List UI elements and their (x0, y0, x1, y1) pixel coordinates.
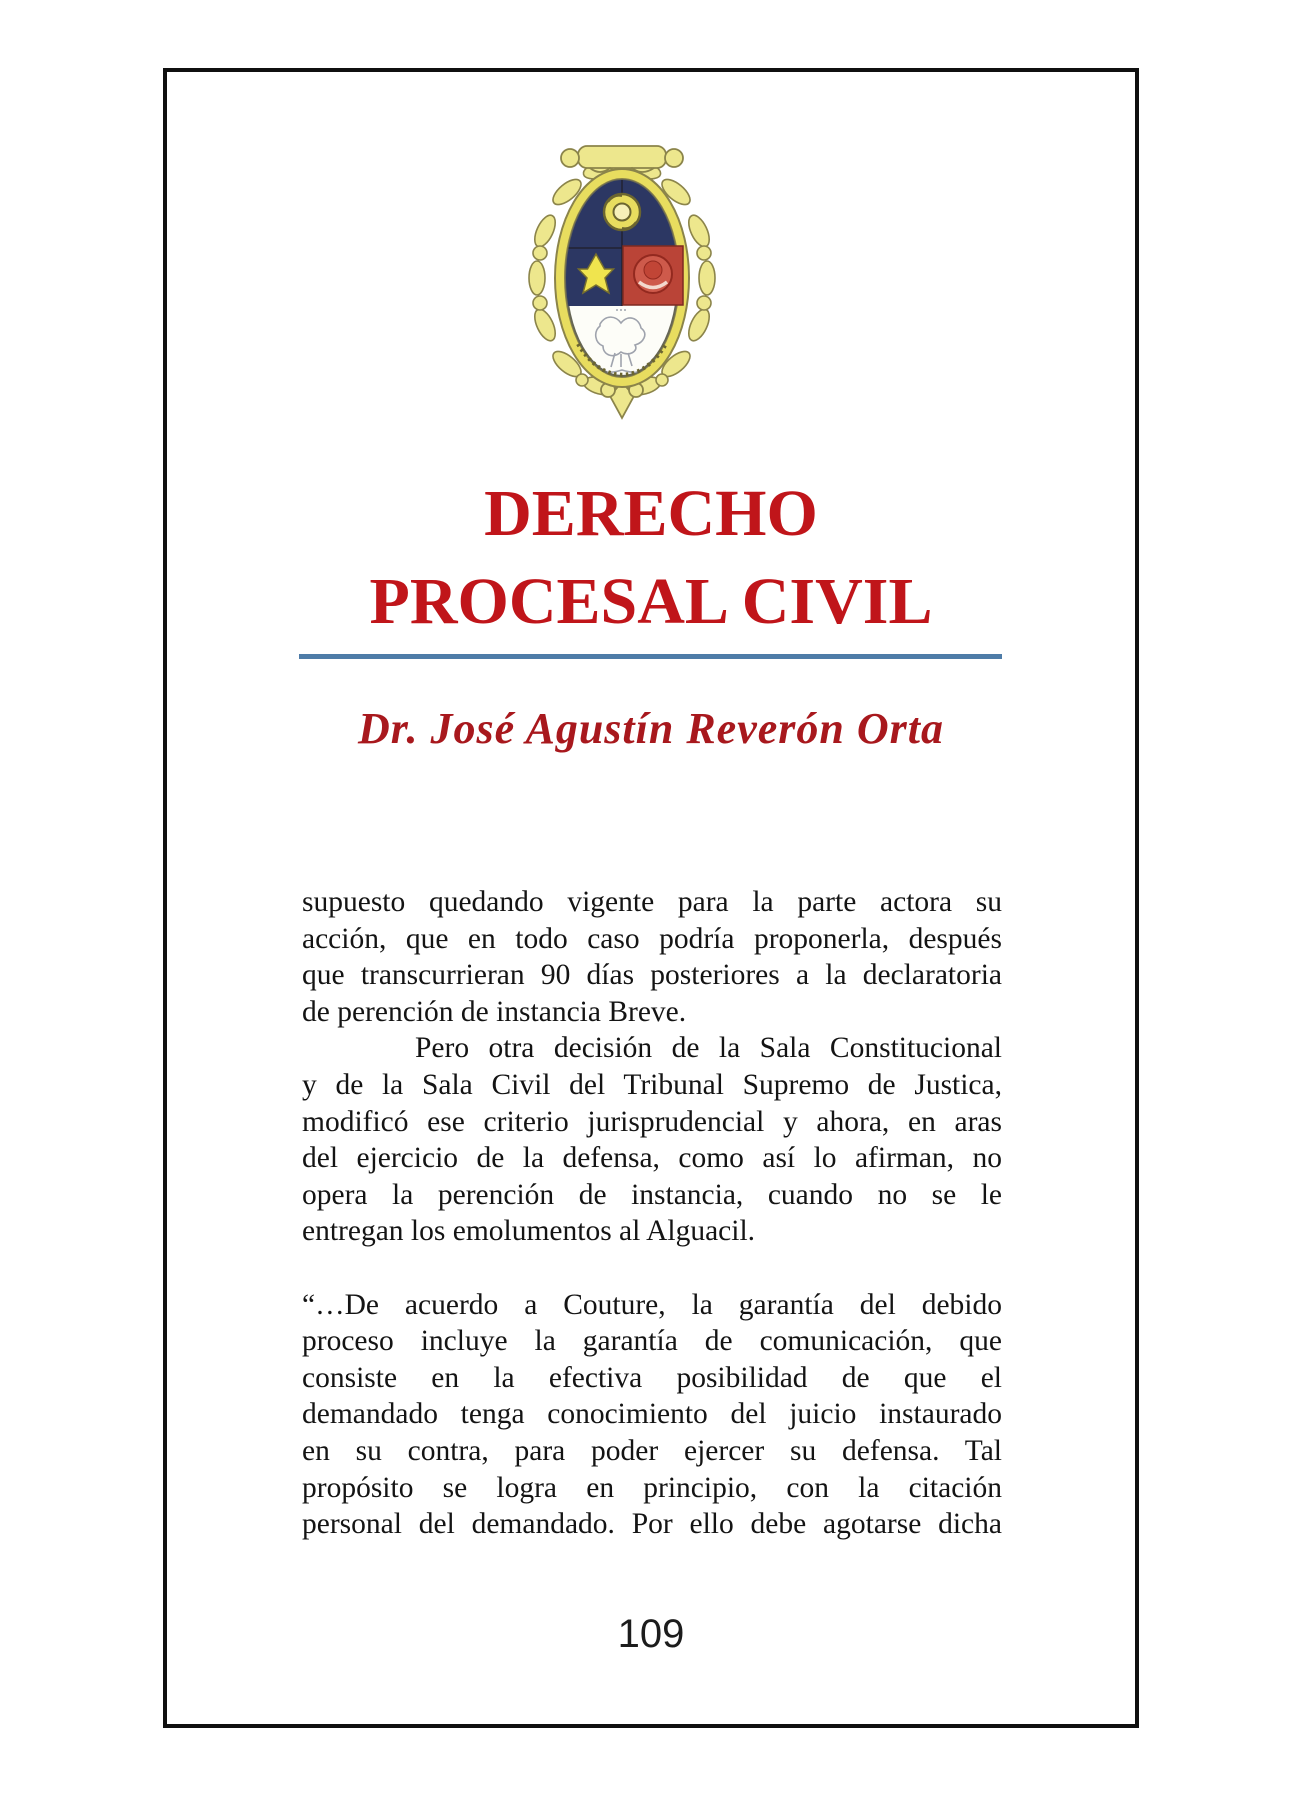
body-text-line: y de la Sala Civil del Tribunal Supremo de Justica, (302, 1068, 1002, 1101)
body-text-line: consiste en la efectiva posibilidad de que el (302, 1361, 1002, 1394)
body-text-line: propósito se logra en principio, con la citación (302, 1471, 1002, 1504)
coat-of-arms-icon (520, 138, 724, 422)
book-title-line2: PROCESAL CIVIL (369, 565, 933, 638)
body-text-line: en su contra, para poder ejercer su defensa. Tal (302, 1434, 1002, 1467)
body-text-line: “…De acuerdo a Couture, la garantía del debido (302, 1288, 1002, 1321)
body-text-line: demandado tenga conocimiento del juicio instaurado (302, 1398, 1002, 1431)
author-name: Dr. José Agustín Reverón Orta (357, 704, 944, 753)
body-text-line: opera la perención de instancia, cuando no se le (302, 1178, 1002, 1211)
body-text-line: que transcurrieran 90 días posteriores a la declaratoria (302, 959, 1002, 992)
book-title-line1: DERECHO (484, 477, 818, 550)
body-text-line: acción, que en todo caso podría proponerla, después (302, 922, 1002, 955)
body-text-line: de perención de instancia Breve. (302, 995, 687, 1028)
book-title (163, 470, 1139, 646)
body-text-line: entregan los emolumentos al Alguacil. (302, 1215, 756, 1248)
body-text-line: personal del demandado. Por ello debe agotarse dicha (302, 1508, 1002, 1541)
paragraph-gap (302, 1250, 1002, 1287)
title-underline (299, 654, 1002, 659)
body-text-line: del ejercicio de la defensa, como así lo afirman, no (302, 1142, 1002, 1175)
body-text (302, 884, 1002, 1543)
page-number: 109 (617, 1612, 685, 1656)
body-text-line: proceso incluye la garantía de comunicación, que (302, 1325, 1002, 1358)
body-text-line: Pero otra decisión de la Sala Constitucional (415, 1032, 1002, 1065)
body-text-line: supuesto quedando vigente para la parte actora su (302, 886, 1002, 918)
body-text-line: modificó ese criterio jurisprudencial y ahora, en aras (302, 1105, 1002, 1138)
